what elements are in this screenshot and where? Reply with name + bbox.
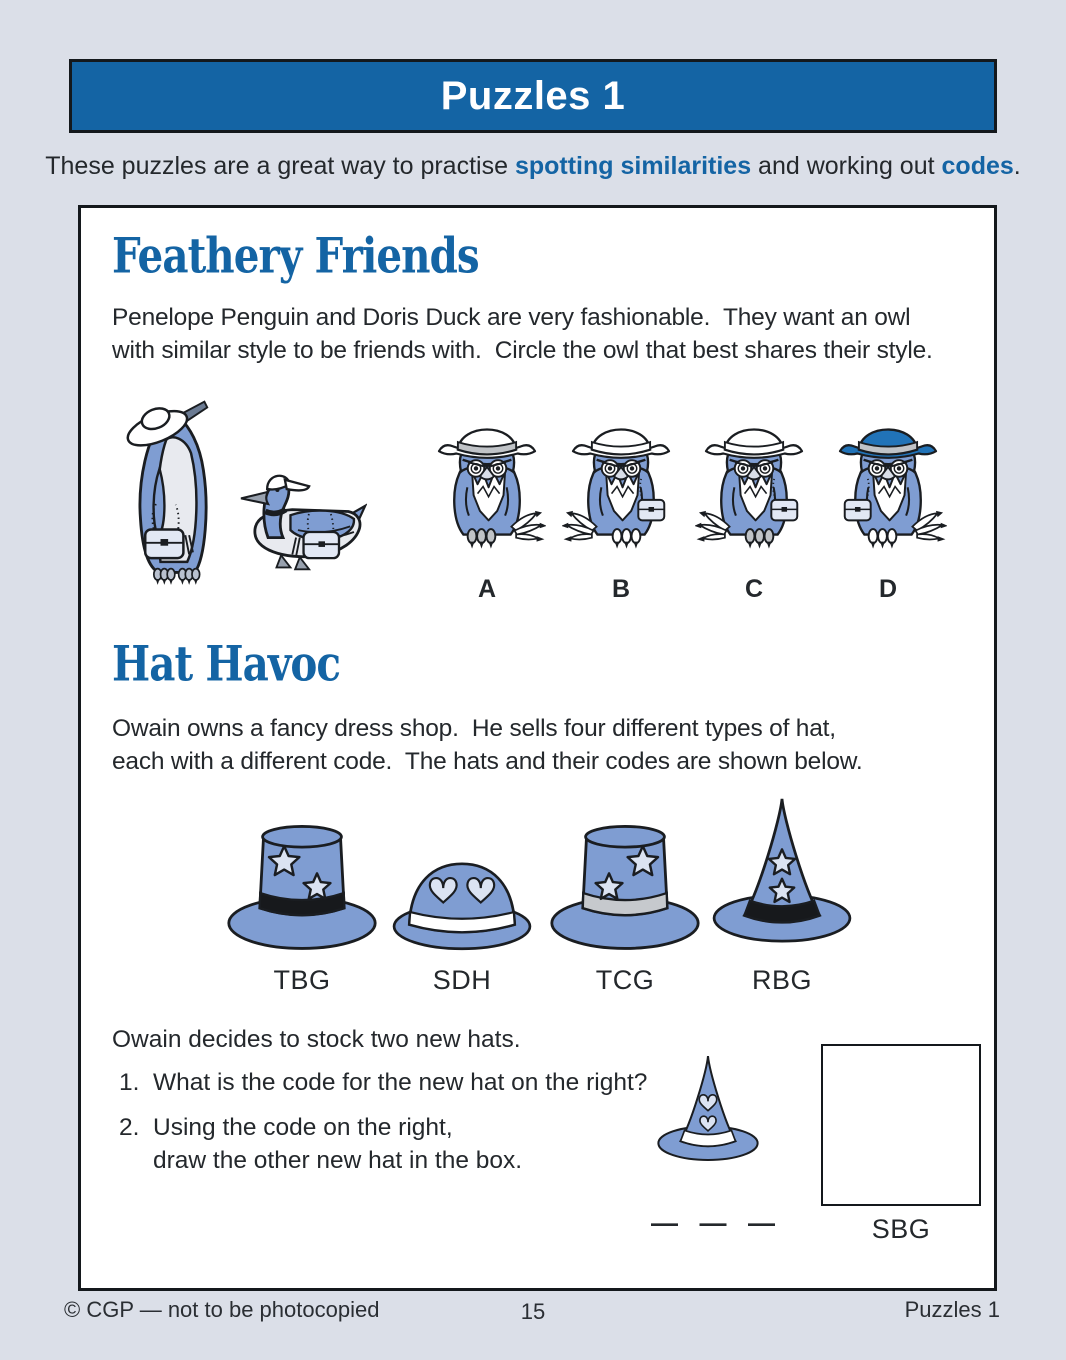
owl-b-label: B <box>611 575 631 603</box>
owl-option-b <box>561 393 681 608</box>
question-2-number: 2. <box>119 1114 140 1141</box>
hat-tcg-illustration <box>545 796 705 955</box>
stock-line: Owain decides to stock two new hats. <box>112 1026 521 1053</box>
intro-part2: and working out <box>751 152 942 180</box>
draw-box-code: SBG <box>871 1214 931 1244</box>
hat-rbg-code: RBG <box>751 965 812 995</box>
puzzle-panel <box>78 205 997 1291</box>
intro-bold-spotting-similarities: spotting similarities <box>514 152 752 180</box>
intro-part1: These puzzles are a great way to practise <box>45 152 515 180</box>
question-2-text-line2: draw the other new hat in the box. <box>153 1147 523 1174</box>
penguin-illustration <box>109 390 233 586</box>
page-header-banner <box>69 59 997 133</box>
hat-tbg-illustration <box>222 796 382 955</box>
question-1 <box>119 1069 647 1097</box>
hat-rbg <box>701 796 863 996</box>
question-1-text: What is the code for the new hat on the right? <box>153 1069 648 1096</box>
owl-option-d <box>828 393 948 608</box>
hat-tcg <box>544 796 706 996</box>
feathery-instructions-line1: Penelope Penguin and Doris Duck are very fashionable. They want an owl <box>112 304 911 331</box>
copyright-text: © CGP — not to be photocopied <box>64 1297 380 1322</box>
new-hat-illustration <box>651 1046 765 1198</box>
question-2 <box>119 1114 453 1142</box>
intro-part3: . <box>1013 152 1021 180</box>
question-1-number: 1. <box>119 1069 140 1096</box>
hat-sdh-code: SDH <box>432 965 492 995</box>
hat-tbg <box>221 796 383 996</box>
hat-tbg-code: TBG <box>273 965 331 995</box>
owl-d-illustration <box>829 393 947 573</box>
hat-sdh-illustration <box>386 796 538 955</box>
intro-text <box>0 152 1066 181</box>
hat-sdh <box>381 796 543 996</box>
feathery-instructions-line2: with similar style to be friends with. Circle the owl that best shares their style. <box>112 337 933 364</box>
owl-c-label: C <box>744 575 764 603</box>
duck-illustration <box>227 446 367 576</box>
owl-a-label: A <box>477 575 497 603</box>
feathery-friends-title: Feathery Friends <box>112 228 479 285</box>
intro-bold-codes: codes <box>941 152 1014 180</box>
question-2-text-line1: Using the code on the right, <box>153 1114 453 1141</box>
hat-tcg-code: TCG <box>595 965 655 995</box>
page-number: 15 <box>520 1299 546 1324</box>
owl-option-c <box>694 393 814 608</box>
page-title: Puzzles 1 <box>440 73 626 118</box>
owl-c-illustration <box>695 393 813 573</box>
hathavoc-instructions-line1: Owain owns a fancy dress shop. He sells four different types of hat, <box>112 715 836 742</box>
hat-havoc-title: Hat Havoc <box>112 636 341 693</box>
hat-rbg-illustration <box>704 787 860 955</box>
owl-a-illustration <box>428 393 546 573</box>
owl-option-a <box>427 393 547 608</box>
owl-b-illustration <box>562 393 680 573</box>
hathavoc-instructions-line2: each with a different code. The hats and their codes are shown below. <box>112 748 863 775</box>
draw-box <box>821 1044 981 1206</box>
answer-blank-dashes: — — — <box>651 1208 783 1238</box>
owl-d-label: D <box>878 575 898 603</box>
footer-section-name: Puzzles 1 <box>904 1297 1000 1322</box>
